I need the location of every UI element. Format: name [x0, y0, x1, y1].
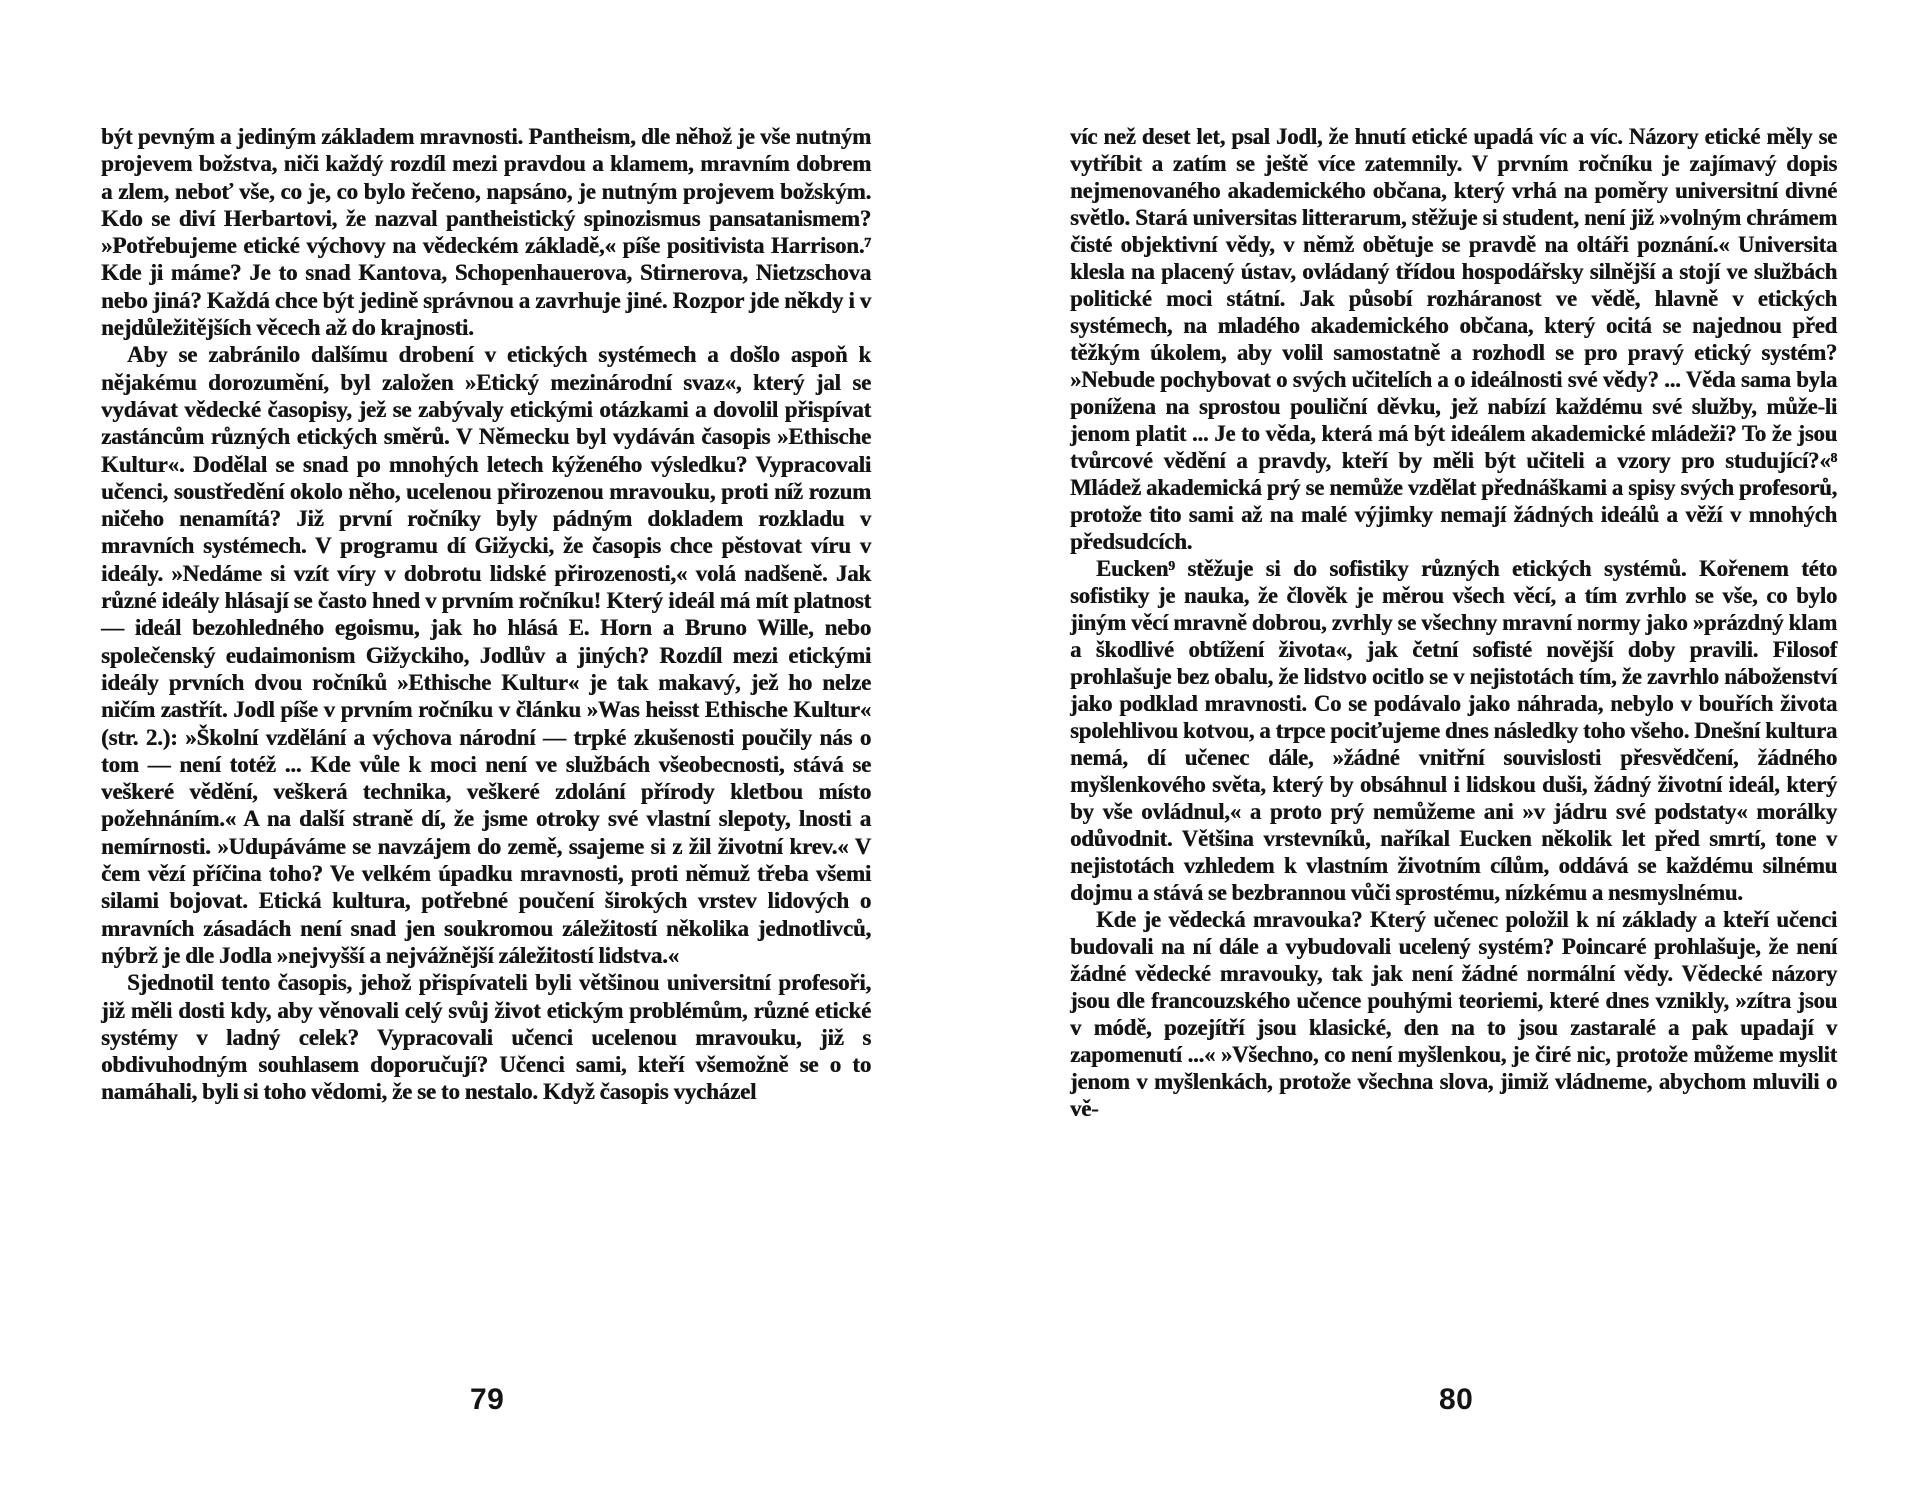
paragraph: Eucken⁹ stěžuje si do sofistiky různých etických systémů. Kořenem této sofistiky je nauka, že člověk je měrou všech věcí, a tím zvrhlo se vše, co bylo jiným věcí mravně dobrou, zvrhly se všechny mravní normy jako »prázdný klam a škodlivé obtížení života«, jak četní sofisté novější doby pravili. Filosof prohlašuje bez obalu, že lidstvo ocitlo se v nejistotách tím, že zavrhlo náboženství jako podklad mravnosti. Co se podávalo jako náhrada, nebylo v bouřích života spolehlivou kotvou, a trpce pociťujeme dnes následky toho všeho. Dnešní kultura nemá, dí učenec dále, »žádné vnitřní souvislosti přesvědčení, žádného myšlenkového světa, který by obsáhnul i lidskou duši, žádný životní ideál, který by vše ovládnul,« a proto prý nemůžeme ani »v jádru své podstaty« morálky odůvodnit. Většina vrstevníků, naříkal Eucken několik let před smrtí, tone v nejistotách vzhledem k vlastním životním cílům, oddává se každému silnému dojmu a stává se bezbrannou vůči sprostému, nízkému a nesmyslnému.: [1070, 556, 1837, 905]
left-page-text: [101, 123, 871, 1106]
paragraph: Sjednotil tento časopis, jehož přispívateli byli většinou universitní profesoři, již měli dosti kdy, aby věnovali celý svůj život etickým problémům, různé etické systémy v ladný celek? Vypracovali učenci ucelenou mravouku, již s obdivuhodným souhlasem doporučují? Učenci sami, kteří všemožně se o to namáhali, byli si toho vědomi, že se to nestalo. Když časopis vycházel: [101, 970, 871, 1105]
right-page: [961, 0, 1922, 1500]
right-page-text: [1070, 123, 1837, 1122]
page-number-right: 80: [1439, 1383, 1474, 1416]
paragraph: být pevným a jediným základem mravnosti. Pantheism, dle něhož je vše nutným projevem božstva, niči každý rozdíl mezi pravdou a klamem, mravním dobrem a zlem, neboť vše, co je, co bylo řečeno, napsáno, je nutným projevem božským. Kdo se diví Herbartovi, že nazval pantheistický spinozismus pansatanismem? »Potřebujeme etické výchovy na vědeckém základě,« píše positivista Harrison.⁷ Kde ji máme? Je to snad Kantova, Schopenhauerova, Stirnerova, Nietzschova nebo jiná? Každá chce být jedině správnou a zavrhuje jiné. Rozpor jde někdy i v nejdůležitějších věcech až do krajnosti.: [101, 124, 871, 341]
page-number-left: 79: [470, 1383, 505, 1416]
paragraph: Aby se zabránilo dalšímu drobení v etických systémech a došlo aspoň k nějakému dorozumění, byl založen »Etický mezinárodní svaz«, který jal se vydávat vědecké časopisy, jež se zabývaly etickými otázkami a dovolil přispívat zastáncům různých etických směrů. V Německu byl vydáván časopis »Ethische Kultur«. Dodělal se snad po mnohých letech kýženého výsledku? Vypracovali učenci, soustředění okolo něho, ucelenou přirozenou mravouku, proti níž rozum ničeho nenamítá? Již první ročníky byly pádným dokladem rozkladu v mravních systémech. V programu dí Gižycki, že časopis chce pěstovat víru v ideály. »Nedáme si vzít víry v dobrotu lidské přirozenosti,« volá nadšeně. Jak různé ideály hlásají se často hned v prvním ročníku! Který ideál má mít platnost — ideál bezohledného egoismu, jak ho hlásá E. Horn a Bruno Wille, nebo společenský eudaimonism Gižyckiho, Jodlův a jiných? Rozdíl mezi etickými ideály prvních dvou ročníků »Ethische Kultur« je tak makavý, jež ho nelze ničím zastřít. Jodl píše v prvním ročníku v článku »Was heisst Ethische Kultur« (str. 2.): »Školní vzdělání a výchova národní — trpké zkušenosti poučily nás o tom — není totéž ... Kde vůle k moci není ve službách všeobecnosti, stává se veškeré vědění, veškerá technika, veškeré zdolání přírody kletbou místo požehnáním.« A na další straně dí, že jsme otroky své vlastní slepoty, lnosti a nemírnosti. »Udupáváme se navzájem do země, ssajeme si z žil životní krev.« V čem vězí příčina toho? Ve velkém úpadku mravnosti, proti němuž třeba všemi silami bojovat. Etická kultura, potřebné poučení širokých vrstev lidových o mravních zásadách není snad jen soukromou záležitostí několika jednotlivců, nýbrž je dle Jodla »nejvyšší a nejvážnější záležitostí lidstva.«: [101, 342, 871, 968]
paragraph: Kde je vědecká mravouka? Který učenec položil k ní základy a kteří učenci budovali na ní dále a vybudovali ucelený systém? Poincaré prohlašuje, že není žádné vědecké mravouky, tak jak není žádné normální vědy. Vědecké názory jsou dle francouzského učence pouhými teoriemi, které dnes vznikly, »zítra jsou v módě, pozejítří jsou klasické, den na to jsou zastaralé a pak upadají v zapomenutí ...« »Všechno, co není myšlenkou, je čiré nic, protože můžeme myslit jenom v myšlenkách, protože všechna slova, jimiž vládneme, abychom mluvili o vě-: [1070, 907, 1837, 1121]
paragraph: víc než deset let, psal Jodl, že hnutí etické upadá víc a víc. Názory etické měly se vytříbit a zatím se ještě více zatemnily. V prvním ročníku je zajímavý dopis nejmenovaného akademického občana, který vrhá na poměry universitní divné světlo. Stará universitas litterarum, stěžuje si student, není již »volným chrámem čisté objektivní vědy, v němž obětuje se pravdě na oltáři poznání.« Universita klesla na placený ústav, ovládaný třídou hospodářsky silnější a stojí ve službách politické moci státní. Jak působí rozháranost ve vědě, hlavně v etických systémech, na mladého akademického občana, který ocitá se najednou před těžkým úkolem, aby volil samostatně a rozhodl se pro pravý etický systém? »Nebude pochybovat o svých učitelích a o ideálnosti své vědy? ... Věda sama byla ponížena na sprostou pouliční děvku, jež nabízí každému své služby, může-li jenom platit ... Je to věda, která má být ideálem akademické mládeži? To že jsou tvůrcové vědění a pravdy, kteří by měli být učiteli a vzory pro studující?«⁸ Mládež akademická prý se nemůže vzdělat přednáškami a spisy svých profesorů, protože tito sami až na malé výjimky nemají žádných ideálů a věží v mnohých předsudcích.: [1070, 124, 1837, 554]
